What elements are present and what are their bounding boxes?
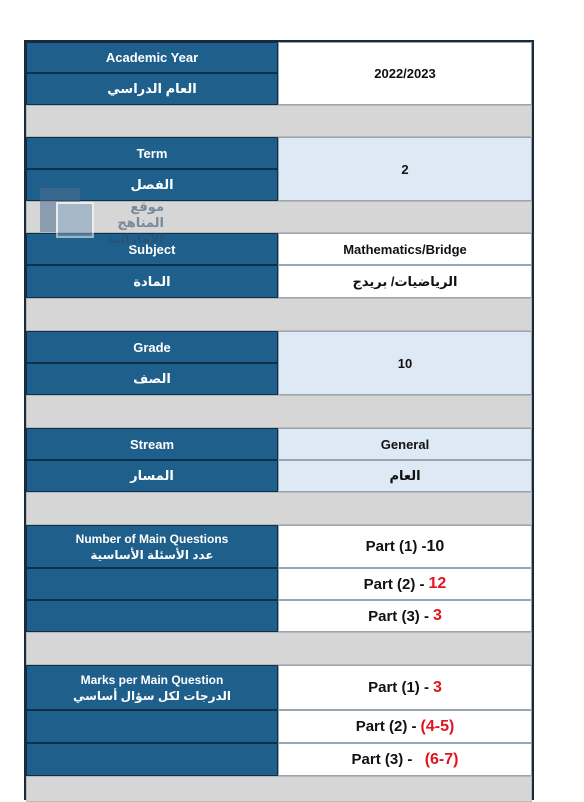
- marks-part-1: [278, 665, 532, 710]
- subject-label-ar: المادة: [26, 265, 278, 298]
- part-value: (6-7): [424, 750, 459, 768]
- term-label: Term: [26, 137, 278, 169]
- row-separator: [26, 395, 532, 428]
- stream-value-ar: العام: [278, 460, 532, 492]
- academic-year-label: Academic Year: [26, 42, 278, 73]
- subject-label: Subject: [26, 233, 278, 265]
- watermark-text: موقع المناهج الإماراتية: [106, 200, 164, 247]
- exam-specification-table: [24, 40, 534, 800]
- main-questions-label-blank: [26, 568, 278, 600]
- row-separator: [26, 298, 532, 331]
- part-label: Part (3) -: [368, 607, 429, 625]
- part-label: Part (1) -: [365, 538, 427, 555]
- grade-label-ar: الصف: [26, 363, 278, 395]
- part-label: Part (2) -: [363, 575, 425, 593]
- stream-label-ar: المسار: [26, 460, 278, 492]
- main-questions-label-blank: [26, 600, 278, 632]
- part-value: 10: [426, 537, 445, 555]
- row-separator: [26, 776, 532, 802]
- grade-value: 10: [278, 331, 532, 395]
- marks-part-2: [278, 710, 532, 743]
- main-questions-part-3: [278, 600, 532, 632]
- part-value: (4-5): [420, 717, 455, 735]
- part-label: Part (2) -: [355, 718, 417, 735]
- marks-label-blank: [26, 710, 278, 743]
- row-separator: [26, 201, 532, 233]
- subject-value: Mathematics/Bridge: [278, 233, 532, 265]
- stream-value: General: [278, 428, 532, 460]
- row-separator: [26, 632, 532, 665]
- main-questions-label: [26, 525, 278, 568]
- grade-label: Grade: [26, 331, 278, 363]
- main-questions-part-2: [278, 568, 532, 600]
- main-questions-label-en: Number of Main Questions: [75, 531, 229, 546]
- term-value: 2: [278, 137, 532, 201]
- marks-per-question-label: [26, 665, 278, 710]
- term-label-ar: الفصل: [26, 169, 278, 201]
- row-separator: [26, 105, 532, 137]
- marks-label-blank: [26, 743, 278, 776]
- marks-label-en: Marks per Main Question: [80, 672, 224, 687]
- academic-year-value: 2022/2023: [278, 42, 532, 105]
- main-questions-label-ar: عدد الأسئلة الأساسية: [90, 547, 214, 562]
- marks-part-3: [278, 743, 532, 776]
- stream-label: Stream: [26, 428, 278, 460]
- subject-value-ar: الرياضيات/ بريدج: [278, 265, 532, 298]
- part-value: 12: [428, 575, 447, 592]
- part-label: Part (3) -: [351, 751, 421, 768]
- part-label: Part (1) -: [368, 679, 429, 696]
- marks-label-ar: الدرجات لكل سؤال أساسي: [72, 688, 232, 703]
- part-value: 3: [432, 607, 442, 624]
- main-questions-part-1: [278, 525, 532, 568]
- academic-year-label-ar: العام الدراسي: [26, 73, 278, 105]
- row-separator: [26, 492, 532, 525]
- part-value: 3: [432, 678, 442, 696]
